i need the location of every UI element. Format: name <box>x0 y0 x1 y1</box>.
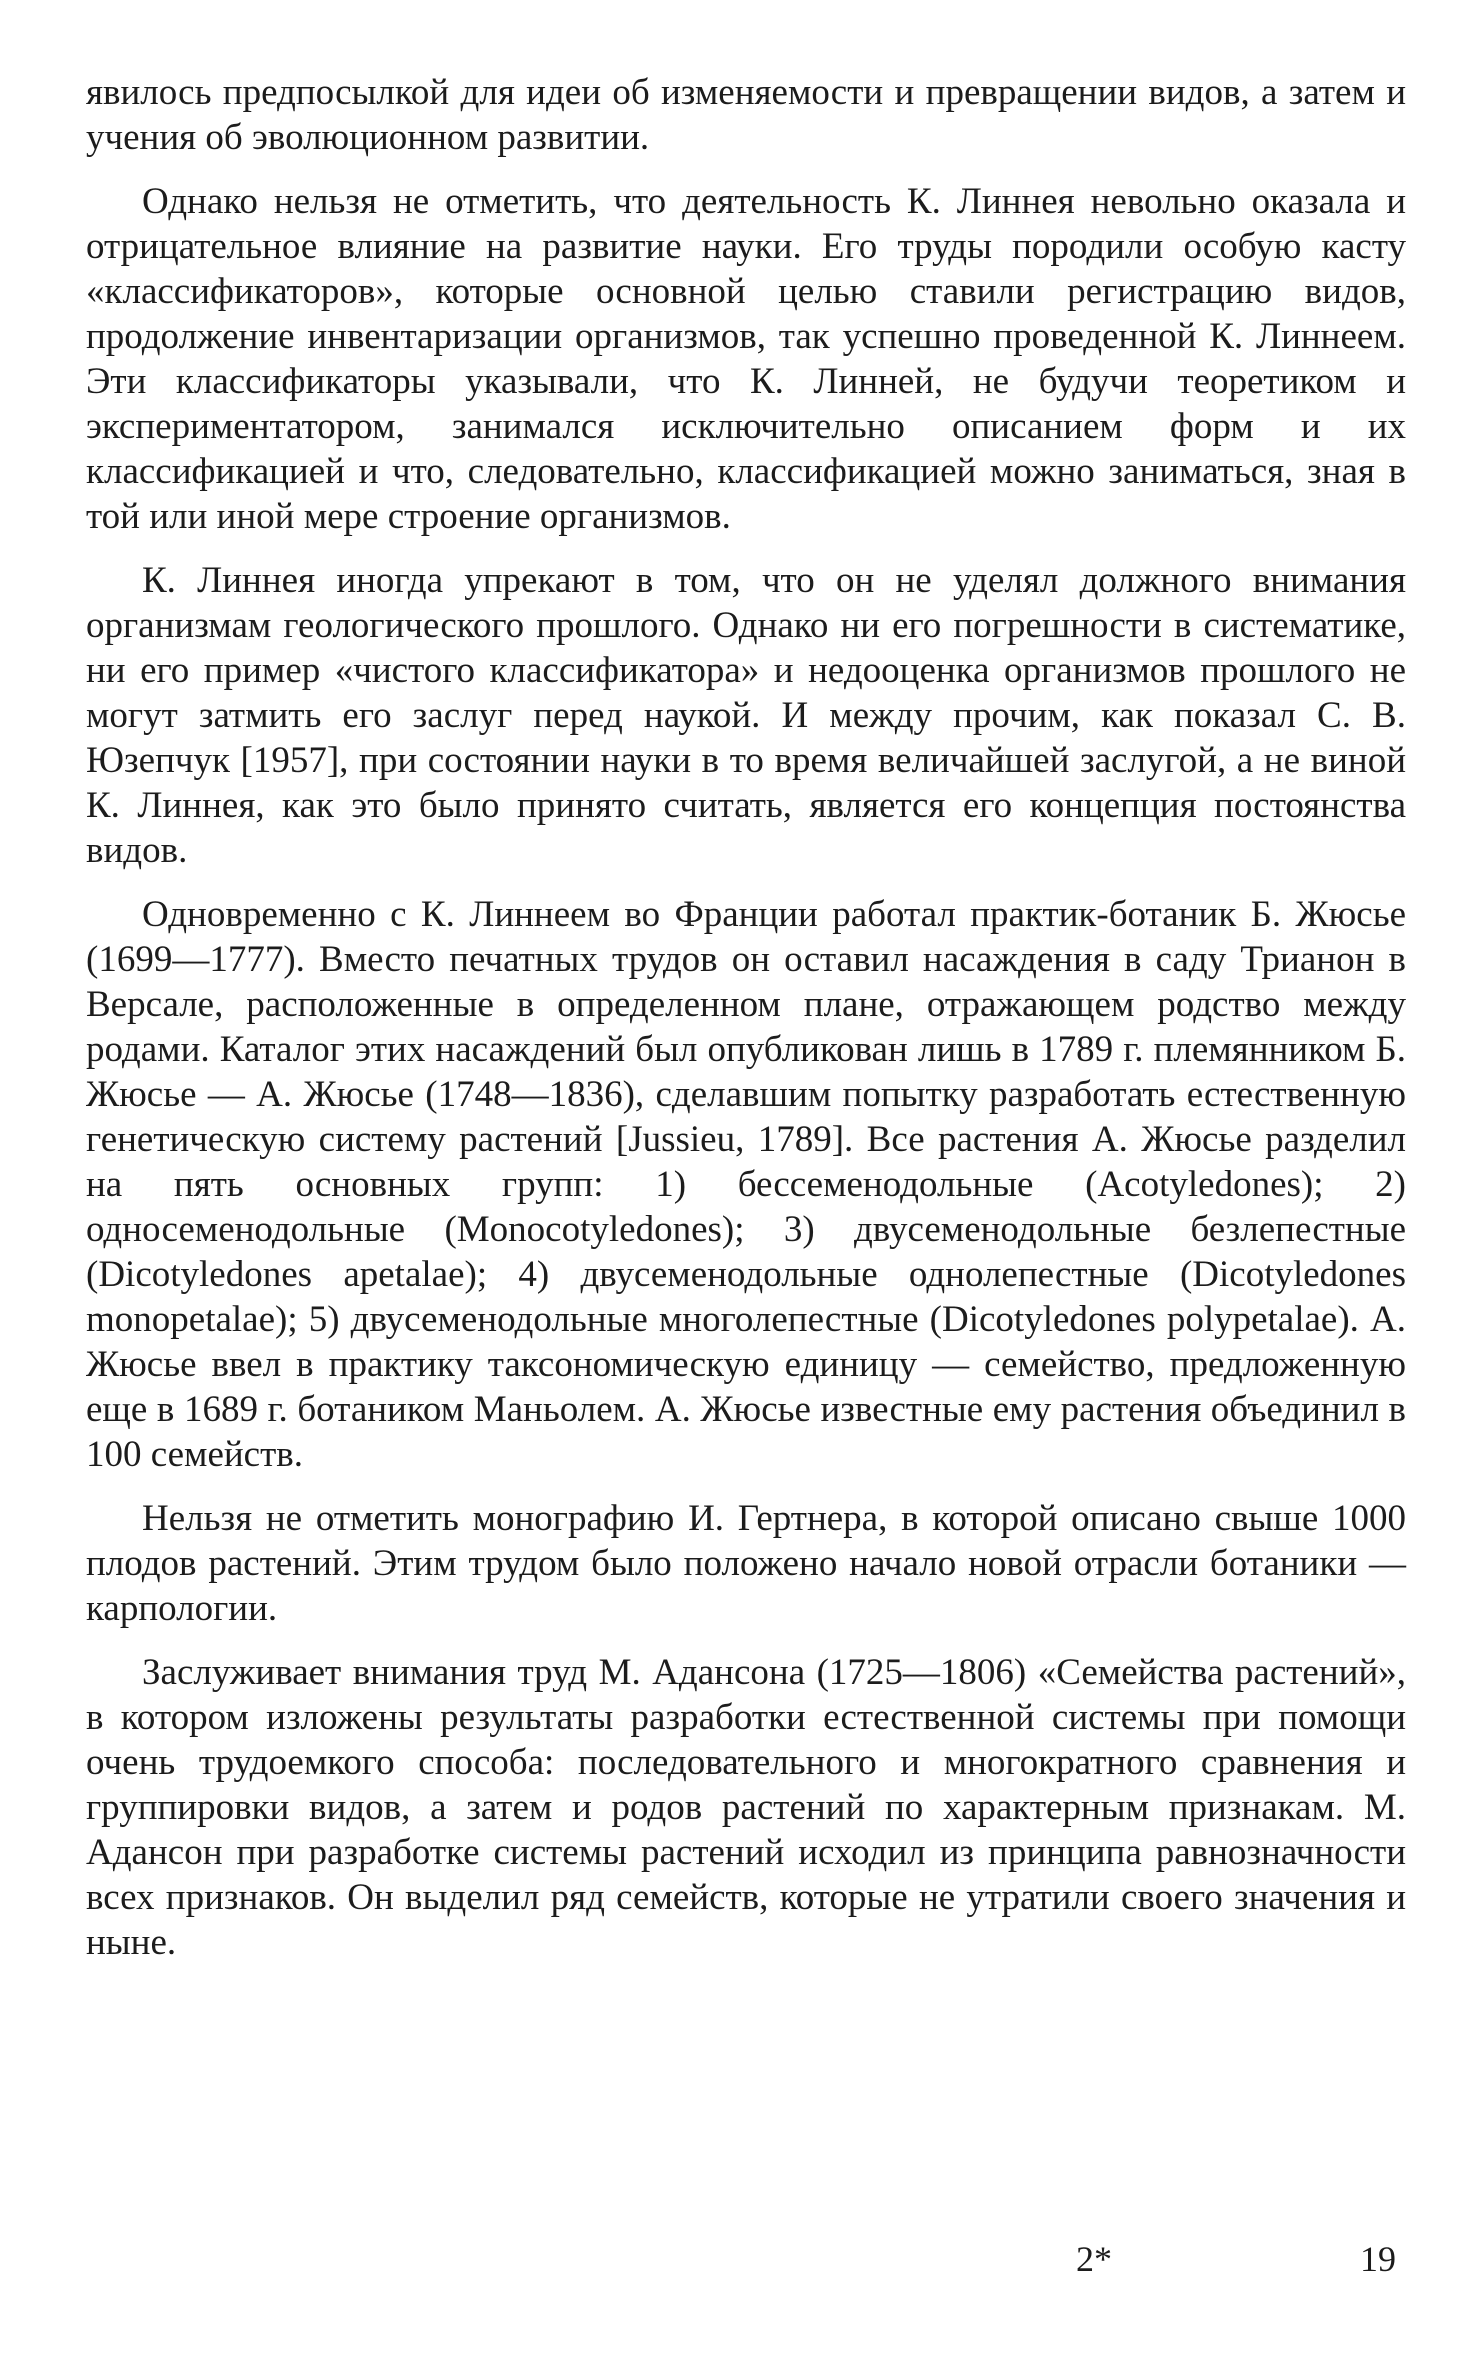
paragraph-3: К. Линнея иногда упрекают в том, что он не уделял должного внимания организмам геологического прошлого. Однако ни его погрешности в систематике, ни его пример «чистого классификатора» и недооценка организмов прошлого не могут затмить его заслуг перед наукой. И между прочим, как показал С. В. Юзепчук [1957], при состоянии науки в то время величайшей заслугой, а не виной К. Линнея, как это было принято считать, является его концепция постоянства видов. <box>86 560 1406 871</box>
paragraph-1: явилось предпосылкой для идеи об изменяемости и превращении видов, а затем и учения об эволюционном развитии. <box>86 72 1406 158</box>
paragraph-6: Заслуживает внимания труд М. Адансона (1725—1806) «Семейства растений», в котором изложены результаты разработки естественной системы при помощи очень трудоемкого способа: последовательного и многократного сравнения и группировки видов, а затем и родов растений по характерным признакам. М. Адансон при разработке системы растений исходил из принципа равнозначности всех признаков. Он выделил ряд семейств, которые не утратили своего значения и ныне. <box>86 1652 1406 1963</box>
signature-mark: 2* <box>1076 2239 1112 2279</box>
page-body <box>86 70 1406 1984</box>
paragraph-5: Нельзя не отметить монографию И. Гертнера, в которой описано свыше 1000 плодов растений. Этим трудом было положено начало новой отрасли ботаники — карпологии. <box>86 1498 1406 1629</box>
page-number: 19 <box>1360 2239 1396 2279</box>
paragraph-2: Однако нельзя не отметить, что деятельность К. Линнея невольно оказала и отрицательное влияние на развитие науки. Его труды породили особую касту «классификаторов», которые основной целью ставили регистрацию видов, продолжение инвентаризации организмов, так успешно проведенной К. Линнеем. Эти классификаторы указывали, что К. Линней, не будучи теоретиком и экспериментатором, занимался исключительно описанием форм и их классификацией и что, следовательно, классификацией можно заниматься, зная в той или иной мере строение организмов. <box>86 181 1406 537</box>
paragraph-4: Одновременно с К. Линнеем во Франции работал практик-ботаник Б. Жюсье (1699—1777). Вместо печатных трудов он оставил насаждения в саду Трианон в Версале, расположенные в определенном плане, отражающем родство между родами. Каталог этих насаждений был опубликован лишь в 1789 г. племянником Б. Жюсье — А. Жюсье (1748—1836), сделавшим попытку разработать естественную генетическую систему растений [Jussieu, 1789]. Все растения А. Жюсье разделил на пять основных групп: 1) бессеменодольные (Acotyledones); 2) односеменодольные (Monocotyledones); 3) двусеменодольные безлепестные (Dicotyledones apetalae); 4) двусеменодольные однолепестные (Dicotyledones monopetalae); 5) двусеменодольные многолепестные (Dicotyledones polypetalae). А. Жюсье ввел в практику таксономическую единицу — семейство, предложенную еще в 1689 г. ботаником Маньолем. А. Жюсье известные ему растения объединил в 100 семейств. <box>86 894 1406 1475</box>
page-footer <box>86 2238 1406 2288</box>
